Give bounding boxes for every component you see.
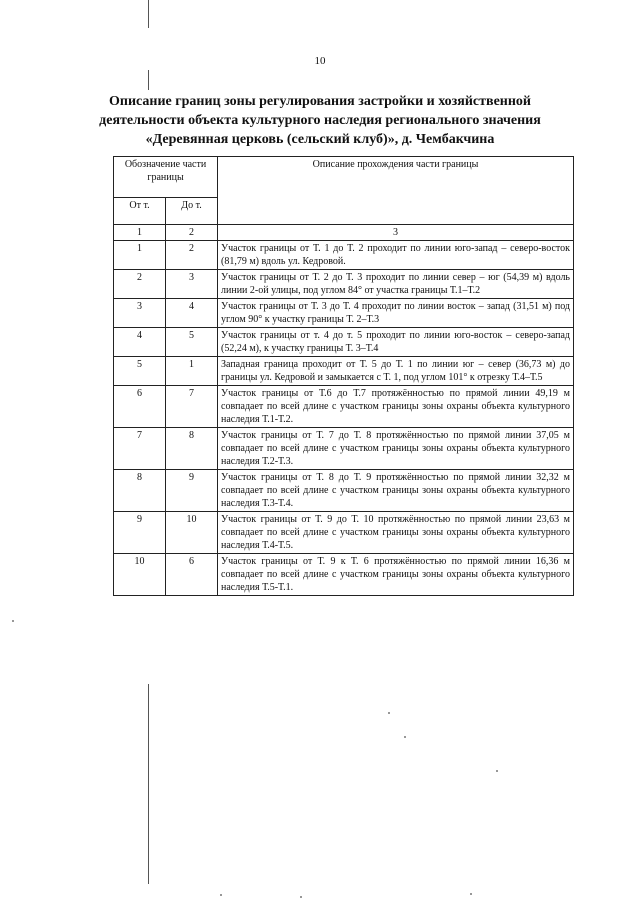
table-row — [114, 428, 574, 470]
point-to: 9 — [166, 470, 218, 512]
point-from: 3 — [114, 299, 166, 328]
column-number: 1 — [114, 225, 166, 241]
point-from: 2 — [114, 270, 166, 299]
segment-description: Участок границы от Т.6 до Т.7 протяжённостью по прямой линии 49,19 м совпадает по всей длине с участком границы зоны охраны объекта культурного наследия Т.1-Т.2. — [218, 386, 574, 428]
point-to: 4 — [166, 299, 218, 328]
scan-line-top — [148, 0, 149, 28]
title-line-2: деятельности объекта культурного наследия регионального значения — [99, 113, 541, 128]
point-from: 10 — [114, 554, 166, 596]
point-to: 8 — [166, 428, 218, 470]
segment-description: Участок границы от Т. 1 до Т. 2 проходит по линии юго-запад – северо-восток (81,79 м) вдоль ул. Кедровой. — [218, 241, 574, 270]
table-row — [114, 470, 574, 512]
scan-speck — [496, 770, 498, 772]
title-line-1: Описание границ зоны регулирования застройки и хозяйственной — [108, 94, 531, 109]
table-row — [114, 512, 574, 554]
scan-speck — [220, 894, 222, 896]
page-number: 10 — [314, 55, 326, 67]
column-number: 2 — [166, 225, 218, 241]
scan-line-bottom — [148, 684, 149, 884]
table-row — [114, 299, 574, 328]
segment-description: Участок границы от Т. 3 до Т. 4 проходит по линии восток – запад (31,51 м) под углом 90° к участку границы Т. 2–Т.3 — [218, 299, 574, 328]
table-row — [114, 554, 574, 596]
scan-line-left — [148, 70, 149, 90]
point-from: 6 — [114, 386, 166, 428]
scan-speck — [388, 712, 390, 714]
point-from: 5 — [114, 357, 166, 386]
point-to: 7 — [166, 386, 218, 428]
point-to: 10 — [166, 512, 218, 554]
column-number-row — [114, 225, 574, 241]
segment-description: Участок границы от Т. 9 до Т. 10 протяжённостью по прямой линии 23,63 м совпадает по всей длине с участком границы зоны охраны объекта культурного наследия Т.4-Т.5. — [218, 512, 574, 554]
point-to: 5 — [166, 328, 218, 357]
point-from: 4 — [114, 328, 166, 357]
header-designation: Обозначение части границы — [114, 157, 218, 198]
segment-description: Участок границы от Т. 8 до Т. 9 протяжённостью по прямой линии 32,32 м совпадает по всей длине с участком границы зоны охраны объекта культурного наследия Т.3-Т.4. — [218, 470, 574, 512]
scan-speck — [404, 736, 406, 738]
table-row — [114, 357, 574, 386]
segment-description: Участок границы от т. 4 до т. 5 проходит по линии юго-восток – северо-запад (52,24 м), к участку границы Т. 3–Т.4 — [218, 328, 574, 357]
segment-description: Участок границы от Т. 2 до Т. 3 проходит по линии север – юг (54,39 м) вдоль линии 2-ой улицы, под углом 84° от участка границы Т.1–Т.2 — [218, 270, 574, 299]
table-row — [114, 328, 574, 357]
header-description: Описание прохождения части границы — [218, 157, 574, 225]
header-to: До т. — [166, 198, 218, 225]
point-from: 7 — [114, 428, 166, 470]
table-row — [114, 386, 574, 428]
segment-description: Западная граница проходит от Т. 5 до Т. 1 по линии юг – север (36,73 м) до границы ул. Кедровой и замыкается с Т. 1, под углом 101° к отрезку Т.4–Т.5 — [218, 357, 574, 386]
title-line-3: «Деревянная церковь (сельский клуб)», д. Чембакчина — [145, 132, 495, 147]
scan-speck — [470, 893, 472, 895]
point-from: 8 — [114, 470, 166, 512]
scan-speck — [12, 620, 14, 622]
point-from: 1 — [114, 241, 166, 270]
column-number: 3 — [218, 225, 574, 241]
document-title — [60, 92, 580, 149]
point-to: 6 — [166, 554, 218, 596]
scan-speck — [300, 896, 302, 898]
table-row — [114, 241, 574, 270]
table-row — [114, 270, 574, 299]
header-from: От т. — [114, 198, 166, 225]
point-to: 2 — [166, 241, 218, 270]
boundary-table — [113, 156, 574, 596]
segment-description: Участок границы от Т. 9 к Т. 6 протяжённостью по прямой линии 16,36 м совпадает по всей длине с участком границы зоны охраны объекта культурного наследия Т.5-Т.1. — [218, 554, 574, 596]
segment-description: Участок границы от Т. 7 до Т. 8 протяжённостью по прямой линии 37,05 м совпадает по всей длине с участком границы зоны охраны объекта культурного наследия Т.2-Т.3. — [218, 428, 574, 470]
point-from: 9 — [114, 512, 166, 554]
point-to: 1 — [166, 357, 218, 386]
point-to: 3 — [166, 270, 218, 299]
